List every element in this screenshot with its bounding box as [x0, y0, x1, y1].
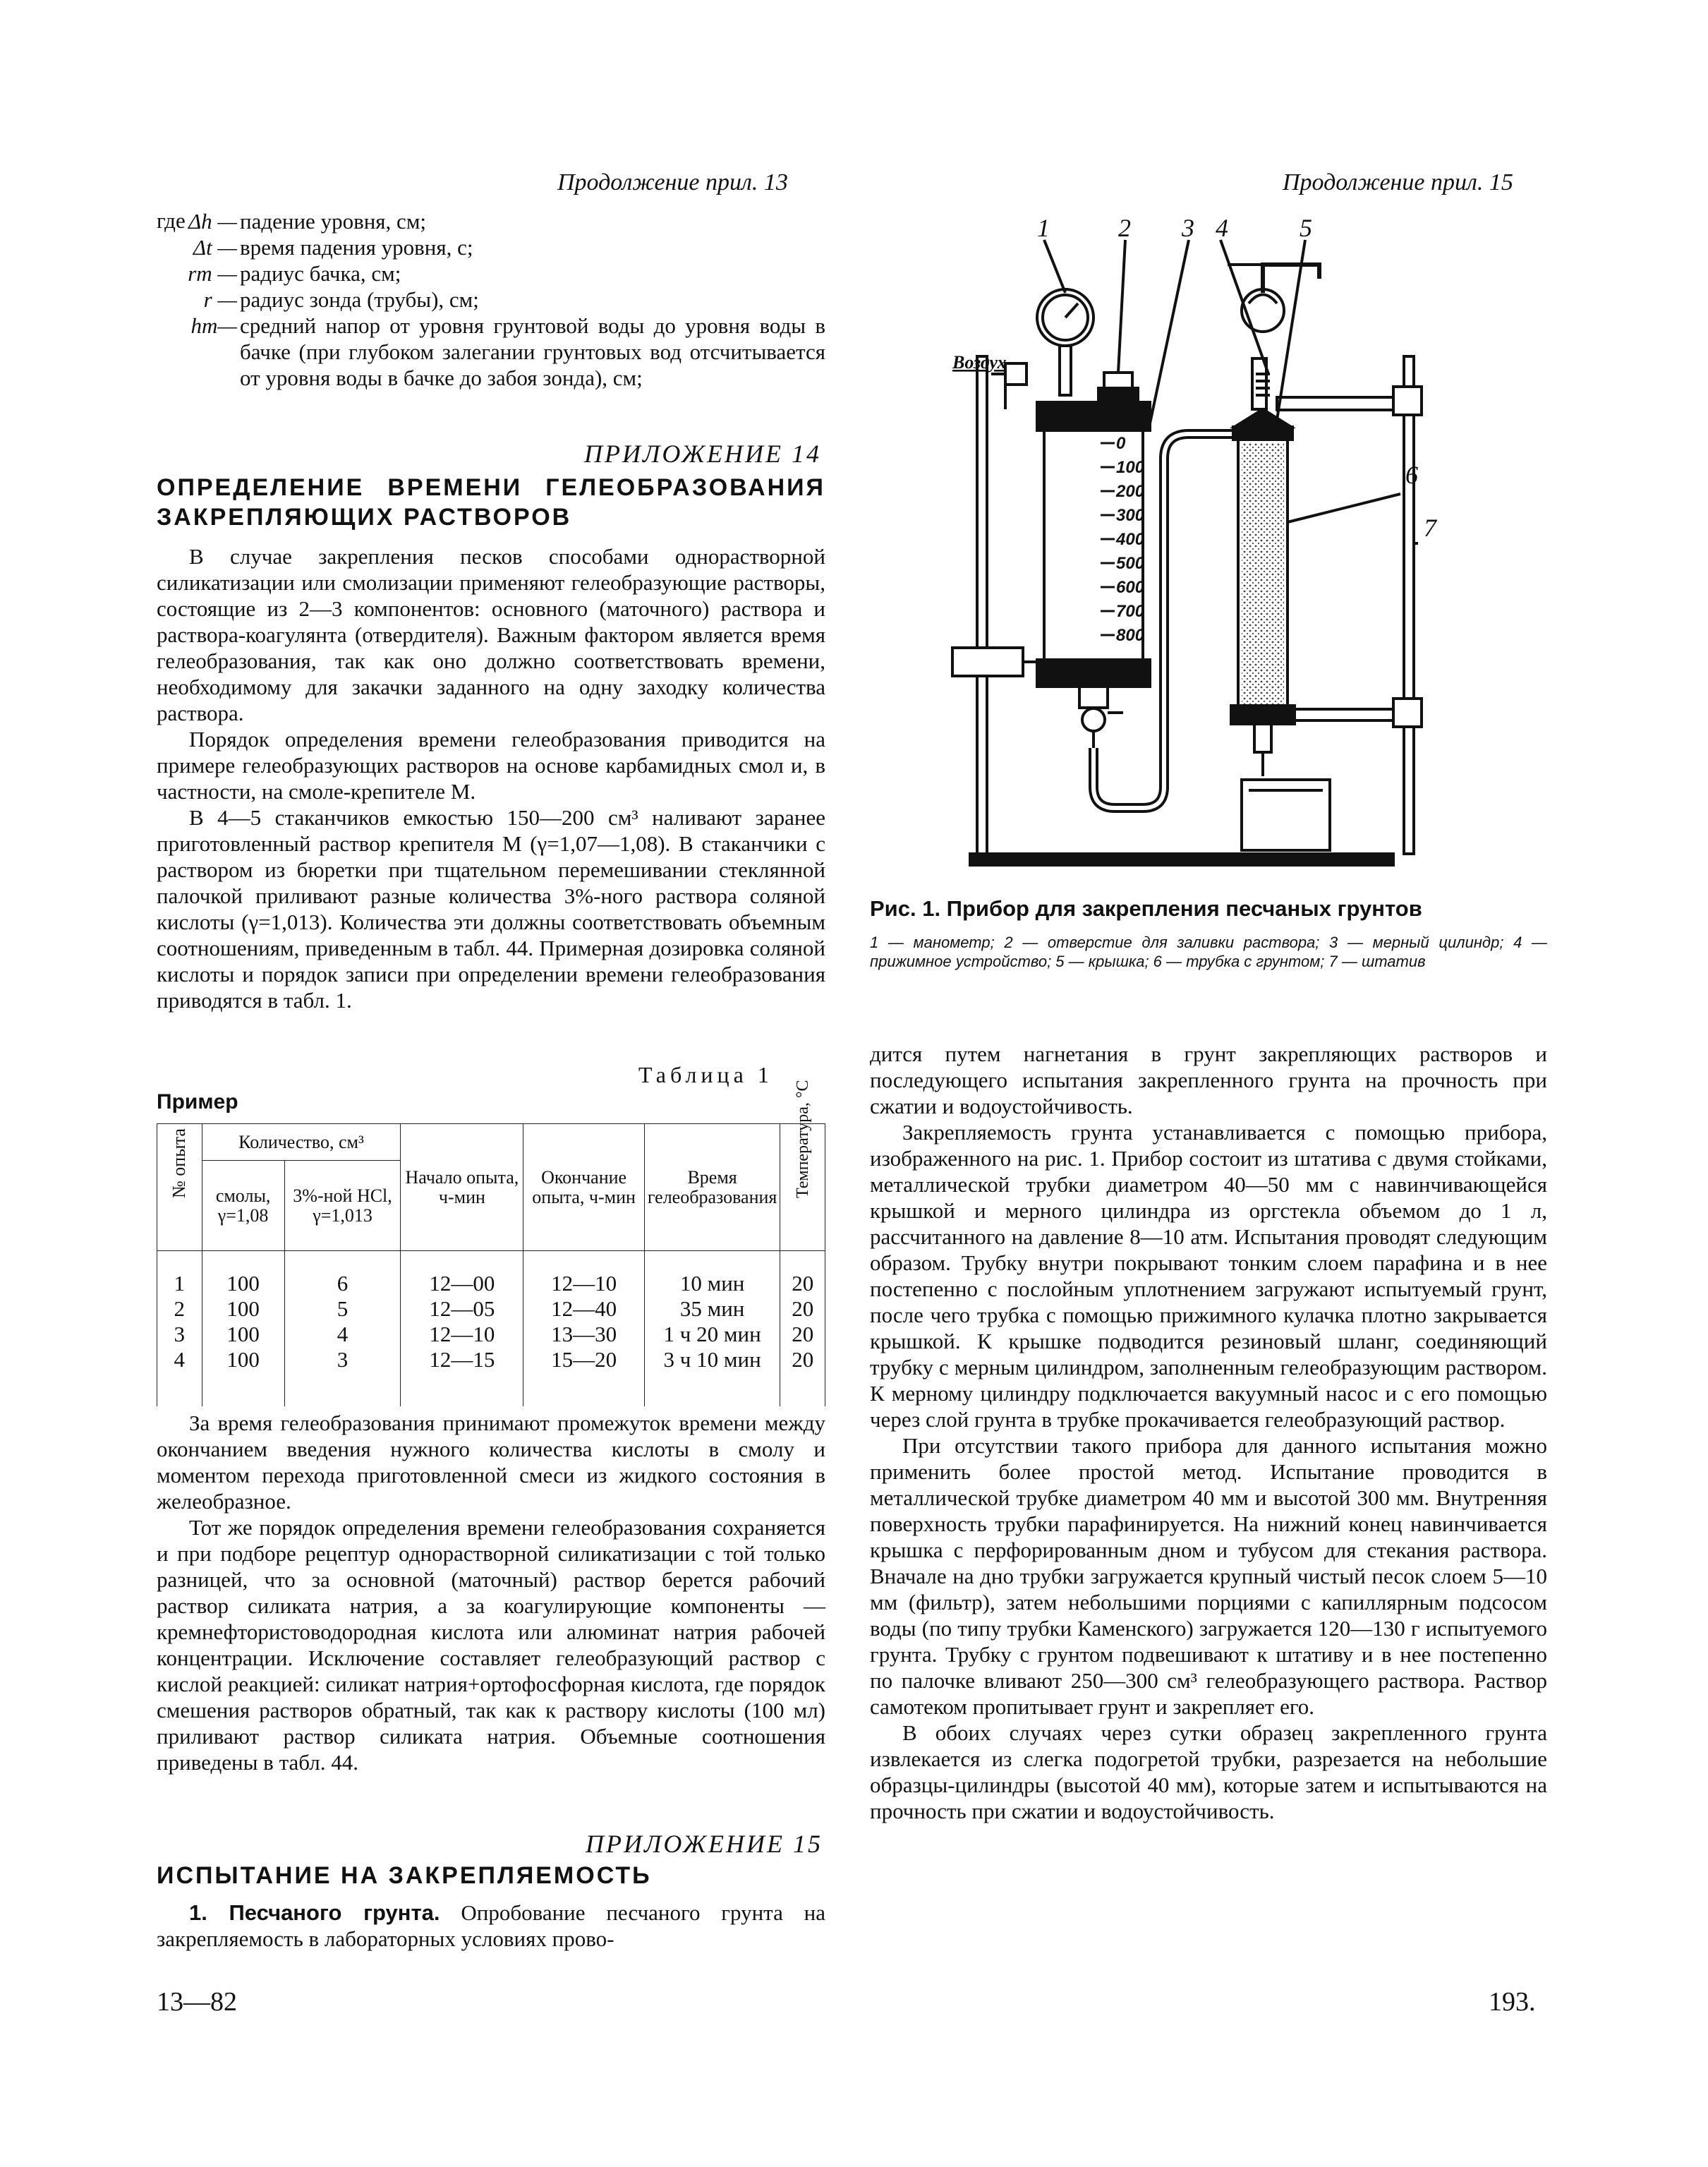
soil-tube-cap — [1233, 427, 1292, 440]
appendix-14-label: ПРИЛОЖЕНИЕ 14 — [584, 440, 821, 468]
scale-label: 500 — [1116, 554, 1145, 573]
callout-3: 3 — [1182, 214, 1194, 242]
where-word: где — [157, 208, 186, 233]
table-row: 3 100 4 12—10 13—30 1 ч 20 мин 20 — [157, 1322, 825, 1347]
paragraph: Закрепляемость грунта устанавливается с помощью прибора, изображенного на рис. 1. Прибор состоит из штатива с двумя стойками, металлической трубки диаметром 40—50 мм с навинчивающейся крышкой и мерного цилиндра из оргстекла объемом до 1 л, рассчитанного на давление 8—10 атм. Испытания проводят следующим образом. Трубку внутри покрывают тонким слоем парафина и в нее постепенно с послойным уплотнением загружают испытуемый грунт, после чего трубка с помощью прижимного кулачка плотно закрывается крышкой. К крышке подводится резиновый шланг, соединяющий трубку с мерным цилиндром, заполненным гелеобразующим раствором. К мерному цилиндру подключается вакуумный насос и с его помощью через слой грунта в трубке прокачивается гелеобразующий раствор. — [870, 1120, 1547, 1432]
scale-label: 0 — [1116, 434, 1126, 453]
header-hcl: 3%-ной HCl, γ=1,013 — [284, 1161, 401, 1251]
paragraph: дится путем нагнетания в грунт закрепляющих растворов и последующего испытания закрепленного грунта на прочность при сжатии и водоустойчивость. — [870, 1042, 1547, 1118]
paragraph: Порядок определения времени гелеобразования приводится на примере гелеобразующих растворов на основе карбамидных смол и, в частности, на смоле-крепителе М. — [157, 727, 825, 804]
header-end: Окончание опыта, ч-мин — [523, 1124, 645, 1251]
paragraph: Тот же порядок определения времени гелеобразования сохраняется и при подборе рецептур однорастворной силикатизации с той только разницей, что за основной (маточный) раствор берется рабочий раствор силиката натрия, а за коагулирующие компоненты — кремнефтористоводородная кислота или алюминат натрия рабочей концентрации. Исключение составляет гелеобразующий раствор с кислой реакцией: силикат натрия+ортофосфорная кислота, где порядок смешения растворов обратный, так как к раствору кислоты (100 мл) приливают раствор силиката натрия. Объемные соотношения приведены в табл. 44. — [157, 1515, 825, 1775]
callout-4: 4 — [1216, 214, 1228, 242]
appendix-15-title: ИСПЫТАНИЕ НА ЗАКРЕПЛЯЕМОСТЬ — [157, 1862, 652, 1889]
callout-1: 1 — [1037, 214, 1050, 242]
figure-legend: 1 — манометр; 2 — отверстие для заливки раствора; 3 — мерный цилиндр; 4 — прижимное устройство; 5 — крышка; 6 — трубка с грунтом; 7 — штатив — [870, 934, 1547, 970]
callout-2: 2 — [1118, 214, 1131, 242]
callout-5: 5 — [1300, 214, 1312, 242]
running-head-right: Продолжение прил. 15 — [1283, 169, 1513, 195]
appendix-14-after — [157, 1410, 825, 1775]
definition-row: rm — радиус бачка, см; — [188, 261, 401, 286]
paragraph: В обоих случаях через сутки образец закрепленного грунта извлекается из слегка подогретой трубки, разрезается на небольшие образцы-цилиндры (высотой 40 мм), которые затем и испытываются на прочность при сжатии и водоустойчивость. — [870, 1720, 1547, 1823]
table-example-label: Пример — [157, 1090, 238, 1113]
scale-label: 800 — [1116, 626, 1145, 645]
soil-fill — [1242, 443, 1284, 704]
table-row: 2 100 5 12—05 12—40 35 мин 20 — [157, 1296, 825, 1322]
figure-caption: Рис. 1. Прибор для закрепления песчаных грунтов — [870, 896, 1422, 921]
header-quantity: Количество, см³ — [202, 1124, 401, 1161]
appendix-15-body — [870, 1041, 1547, 1824]
scale-label: 200 — [1116, 482, 1145, 501]
callout-7: 7 — [1424, 514, 1436, 542]
paragraph: В 4—5 стаканчиков емкостью 150—200 см³ наливают заранее приготовленный раствор крепителя М (γ=1,07—1,08). В стаканчики с раствором из бюретки при тщательном перемешивании стеклянной палочкой приливают разные количества 3%-ного раствора соляной кислоты (γ=1,013). Количества эти должны соответствовать объемным соотношениям, приведенным в табл. 44. Примерная дозировка соляной кислоты и порядок записи при определении времени гелеобразования приводятся в табл. 1. — [157, 805, 825, 1013]
definition-row: Δt — время падения уровня, с; — [193, 235, 473, 260]
stand-rod-left — [977, 356, 987, 854]
lead-text: Опробование песчаного грунта на закрепляемость в лабораторных условиях прово- — [157, 1900, 826, 1951]
table-row: 1 100 6 12—00 12—10 10 мин 20 — [157, 1271, 825, 1296]
header-resin: смолы, γ=1,08 — [202, 1161, 284, 1251]
scale-label: 100 — [1116, 458, 1145, 477]
stand-base — [970, 854, 1393, 865]
callout-6: 6 — [1405, 461, 1418, 489]
page-number: 193. — [1489, 1987, 1536, 2017]
paragraph: За время гелеобразования принимают промежуток времени между окончанием введения нужного количества кислоты в смолу и моментом перехода приготовленной смеси из жидкого состояния в желеобразное. — [157, 1411, 825, 1514]
apparatus-figure — [938, 212, 1474, 889]
appendix-15-label: ПРИЛОЖЕНИЕ 15 — [586, 1830, 823, 1858]
scale-label: 300 — [1116, 506, 1145, 525]
appendix-14-title: ОПРЕДЕЛЕНИЕ ВРЕМЕНИ ГЕЛЕОБРАЗОВАНИЯ ЗАКРЕПЛЯЮЩИХ РАСТВОРОВ — [157, 474, 825, 531]
appendix-14-body — [157, 543, 825, 1013]
footer-left: 13—82 — [157, 1987, 237, 2017]
table-row: 4 100 3 12—15 15—20 3 ч 10 мин 20 — [157, 1347, 825, 1372]
header-temperature: Температура, °С — [780, 1124, 825, 1251]
stand-rod-right — [1404, 356, 1414, 854]
definition-row: r — радиус зонда (трубы), см; — [203, 287, 479, 312]
paragraph: При отсутствии такого прибора для данного испытания можно применить более простой метод. Испытание проводится в металлической трубке диаметром 40 мм и высотой 300 мм. Внутренняя поверхность трубки парафинируется. На нижний конец навинчивается крышка с перфорированным дном и тубусом для стекания раствора. Вначале на дно трубки загружается крупный чистый песок слоем 5—10 мм (фильтр), затем небольшими порциями с капиллярным подсосом воды (по типу трубки Каменского) загружается 120—130 г испытуемого грунта. Трубку с грунтом подвешивают к штативу и в нее постепенно по палочке вливают 250—300 см³ гелеобразующего раствора. Раствор самотеком пропитывает грунт и закрепляет его. — [870, 1433, 1547, 1719]
header-gel-time: Время гелеобразования — [644, 1124, 780, 1251]
paragraph: В случае закрепления песков способами однорастворной силикатизации или смолизации применяют гелеобразующие растворы, состоящие из 2—3 компонентов: основного (маточного) раствора и раствора-коагулянта (отвердителя). Важным фактором является время гелеобразования, так как оно должно соответствовать времени, необходимому для закачки заданного на одну заходку количества раствора. — [157, 544, 825, 725]
cylinder-top-cap — [1037, 402, 1150, 430]
running-head-left: Продолжение прил. 13 — [557, 169, 788, 195]
cylinder-bottom-cap — [1037, 660, 1150, 687]
air-label: Воздух — [952, 352, 1007, 373]
header-start: Начало опыта, ч-мин — [401, 1124, 523, 1251]
scale-label: 400 — [1116, 530, 1145, 549]
table-label: Таблица 1 — [638, 1062, 773, 1087]
lead-bold: 1. Песчаного грунта. — [189, 1900, 440, 1925]
scale-label: 700 — [1116, 602, 1145, 621]
definition-row: Δh — падение уровня, см; — [188, 209, 427, 234]
scale-label: 600 — [1116, 578, 1145, 597]
definitions-list — [0, 208, 825, 391]
definition-row: hm— средний напор от уровня грунтовой воды до уровня воды в бачке (при глубоком залегании грунтовых вод отсчитывается от уровня воды в бачке до забоя зонда), см; — [190, 313, 825, 390]
appendix-15-lead — [157, 1900, 825, 1952]
header-no: № опыта — [157, 1124, 202, 1251]
